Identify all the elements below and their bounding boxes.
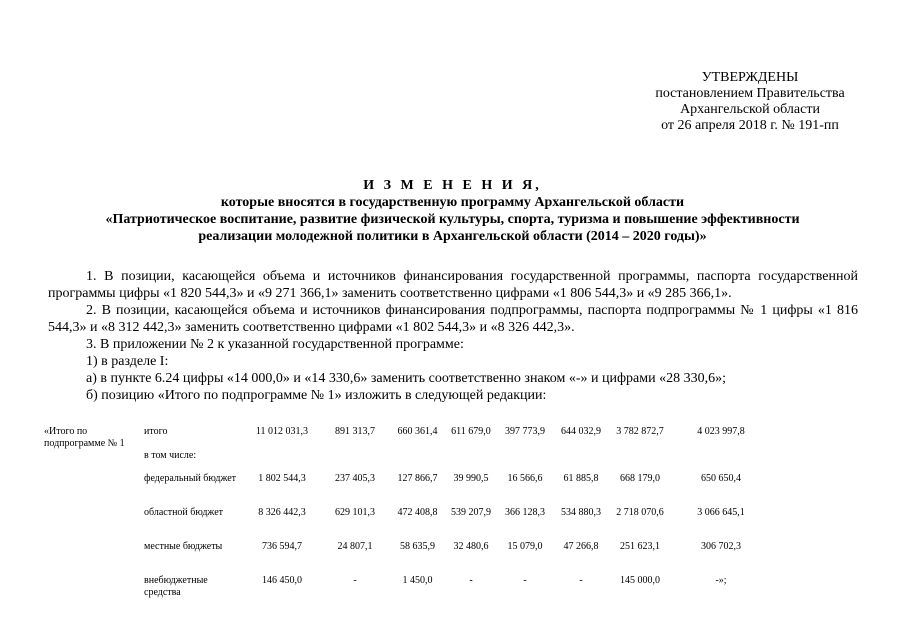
table-row: [44, 575, 871, 609]
paragraph-4: 1) в разделе I:: [86, 354, 169, 369]
table-cell: 251 623,1: [620, 541, 660, 552]
table-cell: 3 066 645,1: [697, 507, 745, 518]
table-cell: 47 266,8: [563, 541, 599, 552]
table-cell: 2 718 070,6: [616, 507, 664, 518]
table-cell: -»;: [715, 575, 727, 586]
table-cell: -: [579, 575, 583, 586]
table-cell: 237 405,3: [335, 473, 375, 484]
approval-stamp: [600, 70, 900, 134]
title-heading: И З М Е Н Е Н И Я,: [363, 178, 542, 193]
table-cell: [609, 450, 671, 473]
table-row-label: в том числе:: [144, 450, 197, 461]
document-body: [48, 268, 858, 404]
table-cell: 668 179,0: [620, 473, 660, 484]
table-cell: -: [353, 575, 357, 586]
title-line-4: реализации молодежной политики в Архангельской области (2014 – 2020 годы)»: [198, 229, 707, 244]
table-cell: -: [469, 575, 473, 586]
paragraph-5: а) в пункте 6.24 цифры «14 000,0» и «14 330,6» заменить соответственно знаком «-» и цифрами «28 330,6»;: [86, 371, 727, 386]
table-group-empty: [44, 575, 144, 609]
approval-line-3: Архангельской области: [680, 102, 820, 117]
table-cell: [320, 450, 390, 473]
table-cell: 15 079,0: [507, 541, 543, 552]
table-cell: 1 450,0: [402, 575, 433, 586]
table-cell: 366 128,3: [505, 507, 545, 518]
document-title: [30, 177, 875, 245]
table-cell: 4 023 997,8: [697, 426, 745, 437]
table-row-label: местные бюджеты: [144, 541, 223, 552]
table-cell: -: [523, 575, 527, 586]
table-row-label: областной бюджет: [144, 507, 224, 518]
table-row-label: внебюджетные средства: [144, 575, 208, 598]
table-row: [44, 507, 871, 541]
table-cell: [553, 450, 609, 473]
table-cell: 539 207,9: [451, 507, 491, 518]
table-group-empty: [44, 541, 144, 575]
table-cell: 24 807,1: [337, 541, 373, 552]
table-cell: 644 032,9: [561, 426, 601, 437]
table-cell: [671, 450, 771, 473]
approval-line-4: от 26 апреля 2018 г. № 191-пп: [661, 118, 839, 133]
table-cell: 61 885,8: [563, 473, 599, 484]
title-line-3: «Патриотическое воспитание, развитие физической культуры, спорта, туризма и повышение эффективности: [105, 212, 800, 227]
table-cell: 1 802 544,3: [258, 473, 306, 484]
table-cell: 127 866,7: [397, 473, 438, 484]
table-cell: 16 566,6: [507, 473, 543, 484]
table-cell: 145 000,0: [620, 575, 660, 586]
table-cell: 397 773,9: [505, 426, 545, 437]
table-cell: 58 635,9: [400, 541, 435, 552]
paragraph-2: 2. В позиции, касающейся объема и источников финансирования подпрограммы, паспорта подпрограммы № 1 цифры «1 816 544,3» и «8 312 442,3» заменить соответственно цифрами «1 802 544,3» и «8 326 442,3».: [48, 303, 858, 335]
paragraph-1: 1. В позиции, касающейся объема и источников финансирования государственной программы, паспорта государственной программы цифры «1 820 544,3» и «9 271 366,1» заменить соответственно цифрами «1 806 544,3» и «9 285 366,1».: [48, 269, 858, 301]
table-cell: 39 990,5: [453, 473, 489, 484]
table-row: [44, 426, 871, 450]
table-row: [44, 473, 871, 507]
table-cell: 8 326 442,3: [258, 507, 306, 518]
table-row-label: итого: [144, 426, 168, 437]
table-row: [44, 450, 871, 473]
table-cell: [497, 450, 553, 473]
table-cell: 3 782 872,7: [616, 426, 664, 437]
table-cell: [445, 450, 497, 473]
table-cell: [390, 450, 445, 473]
table-cell: 472 408,8: [397, 507, 438, 518]
table-cell: 891 313,7: [335, 426, 375, 437]
table-cell: 611 679,0: [451, 426, 491, 437]
table-cell: 11 012 031,3: [255, 426, 309, 437]
table-cell: 32 480,6: [453, 541, 489, 552]
table-cell: 660 361,4: [397, 426, 438, 437]
table-cell: 736 594,7: [262, 541, 302, 552]
table-row-label: федеральный бюджет: [144, 473, 237, 484]
paragraph-6: б) позицию «Итого по подпрограмме № 1» изложить в следующей редакции:: [86, 388, 547, 403]
table-row: [44, 541, 871, 575]
table-group-empty: [44, 473, 144, 507]
table-group-empty: [44, 450, 144, 473]
approval-line-1: УТВЕРЖДЕНЫ: [701, 70, 799, 85]
table-cell: 650 650,4: [701, 473, 741, 484]
financing-table: [44, 426, 871, 609]
table-cell: 629 101,3: [335, 507, 375, 518]
title-line-2: которые вносятся в государственную программу Архангельской области: [220, 195, 685, 210]
table-cell: 146 450,0: [262, 575, 302, 586]
table-cell: 534 880,3: [561, 507, 601, 518]
table-group-empty: [44, 507, 144, 541]
approval-line-2: постановлением Правительства: [655, 86, 845, 101]
table-group-label: «Итого по подпрограмме № 1: [44, 426, 125, 449]
paragraph-3: 3. В приложении № 2 к указанной государственной программе:: [86, 337, 464, 352]
table-cell: [244, 450, 320, 473]
table-cell: 306 702,3: [701, 541, 741, 552]
